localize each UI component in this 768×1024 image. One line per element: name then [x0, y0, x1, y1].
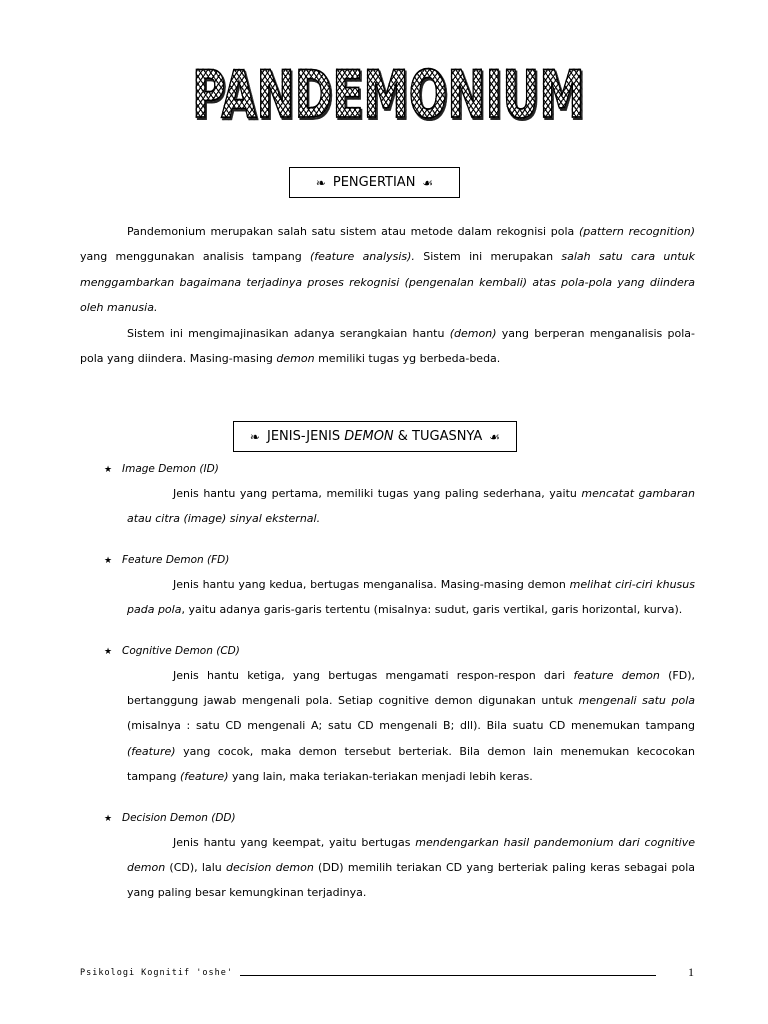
section-heading-text — [267, 429, 482, 444]
section-heading-pengertian — [289, 167, 460, 198]
footer-label: Psikologi Kognitif 'oshe' — [80, 968, 233, 978]
heading-part: JENIS-JENIS — [266, 429, 345, 444]
demon-heading — [80, 808, 695, 828]
star-bullet-icon — [104, 460, 122, 480]
demon-item-cognitive — [80, 641, 695, 790]
text-run: (FD), bertanggung jawab mengenali pola. Setiap cognitive demon digunakan untuk — [127, 668, 696, 708]
footer-divider — [240, 975, 656, 976]
demon-list — [80, 459, 695, 924]
demon-item-feature — [80, 550, 695, 623]
text-run: Jenis hantu yang keempat, yaitu bertugas — [173, 835, 416, 849]
demon-description — [127, 663, 695, 790]
italic-term: decision demon — [226, 861, 314, 875]
paragraph-definition — [80, 219, 695, 321]
document-title: PANDEMONIUM — [191, 58, 585, 133]
demon-name: Feature Demon (FD) — [122, 553, 230, 566]
section-heading-text: PENGERTIAN — [332, 175, 416, 190]
section-heading-jenis-demon — [233, 421, 517, 452]
text-run: Sistem ini merupakan — [414, 250, 562, 264]
paragraph-demons — [80, 321, 695, 372]
star-bullet-icon — [104, 642, 122, 662]
italic-term: mencatat gambaran atau citra (image) sinyal eksternal. — [127, 487, 695, 526]
demon-name: Image Demon (ID) — [122, 463, 219, 475]
text-run: Sistem ini mengimajinasikan adanya serangkaian hantu — [127, 326, 450, 340]
text-run: , yaitu adanya garis-garis tertentu (misalnya: sudut, garis vertikal, garis horizontal, kurva). — [181, 603, 683, 617]
fleuron-left-icon — [316, 177, 326, 189]
star-bullet-icon — [104, 551, 122, 571]
italic-term: melihat ciri-ciri khusus pada pola — [127, 577, 695, 617]
fleuron-right-icon — [422, 177, 433, 189]
italic-term: (pattern recognition) — [578, 225, 696, 238]
text-run: Pandemonium merupakan salah satu sistem atau metode dalam rekognisi pola — [127, 225, 579, 238]
demon-item-decision — [80, 808, 695, 906]
heading-part: & TUGASNYA — [393, 429, 483, 444]
text-run: Jenis hantu yang pertama, memiliki tugas yang paling sederhana, yaitu — [173, 487, 582, 500]
demon-description — [127, 572, 695, 623]
pengertian-section — [80, 219, 695, 371]
italic-term: (demon) — [449, 326, 497, 340]
text-run: memiliki tugas yg berbeda-beda. — [314, 352, 501, 366]
text-run: (misalnya : satu CD mengenali A; satu CD mengenali B; dll). Bila suatu CD menemukan tampang — [127, 719, 695, 733]
italic-term: (feature analysis). — [310, 250, 415, 264]
fleuron-left-icon — [250, 431, 260, 443]
text-run: yang berperan menganalisis pola-pola yang diindera. Masing-masing — [80, 326, 695, 366]
text-run: yang cocok, maka demon tersebut berteriak. Bila demon lain menemukan kecocokan tampang — [127, 744, 695, 784]
italic-term: feature demon — [573, 668, 660, 682]
fleuron-right-icon — [489, 431, 500, 443]
demon-heading — [80, 641, 695, 661]
page-number: 1 — [688, 965, 694, 979]
demon-description — [127, 830, 695, 906]
text-run: (DD) memilih teriakan CD yang berteriak paling keras sebagai pola yang paling besar kemungkinan terjadinya. — [127, 861, 695, 900]
text-run: Jenis hantu ketiga, yang bertugas mengamati respon-respon dari — [173, 668, 574, 682]
demon-heading — [80, 459, 695, 479]
demon-description — [127, 481, 695, 532]
text-run: yang lain, maka teriakan-teriakan menjadi lebih keras. — [228, 770, 533, 784]
demon-name: Decision Demon (DD) — [122, 811, 236, 824]
star-bullet-icon — [104, 809, 122, 829]
demon-name: Cognitive Demon (CD) — [122, 644, 240, 657]
italic-term: (feature) — [179, 770, 229, 784]
text-run: Jenis hantu yang kedua, bertugas menganalisa. Masing-masing demon — [173, 577, 570, 591]
italic-term: mengenali satu pola — [578, 694, 695, 708]
italic-term: (feature) — [127, 744, 176, 758]
italic-term: demon — [276, 352, 315, 366]
demon-heading — [80, 550, 695, 570]
heading-italic-part: DEMON — [344, 429, 394, 444]
title-area — [4, 58, 768, 144]
italic-term: mendengarkan hasil pandemonium dari cognitive demon — [127, 835, 695, 875]
text-run: yang menggunakan analisis tampang — [80, 250, 310, 264]
demon-item-image — [80, 459, 695, 532]
text-run: (CD), lalu — [165, 861, 227, 875]
italic-term: salah satu cara untuk menggambarkan bagaimana terjadinya proses rekognisi (pengenalan kembali) atas pola-pola yang diindera oleh manusia. — [80, 250, 695, 315]
